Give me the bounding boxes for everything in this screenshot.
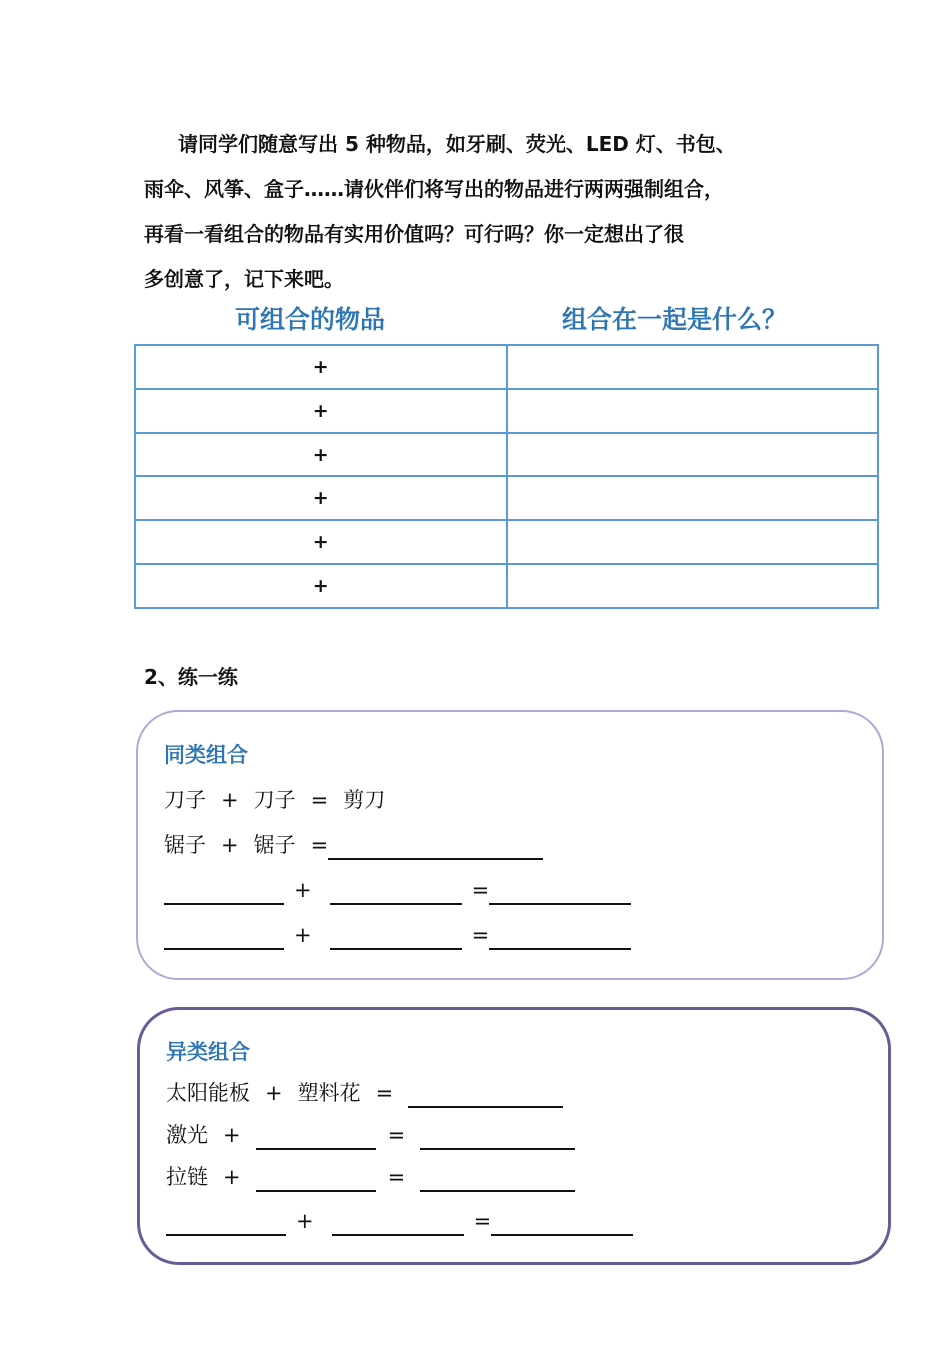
item-b-blank[interactable]	[330, 926, 462, 950]
items-cell[interactable]: +	[135, 389, 507, 433]
blank-row	[164, 875, 631, 905]
plus-sign: +	[294, 923, 312, 947]
item-b-blank[interactable]	[256, 1126, 376, 1150]
plus-sign: +	[223, 1165, 241, 1189]
item-a: 拉链	[166, 1165, 208, 1189]
instruction-line-4: 多创意了，记下来吧。	[144, 267, 344, 291]
table-row	[135, 564, 878, 608]
items-cell[interactable]: +	[135, 564, 507, 608]
result-cell[interactable]	[507, 345, 879, 389]
plus-sign: +	[294, 878, 312, 902]
header-combination-result: 组合在一起是什么？	[562, 305, 788, 334]
answer-blank[interactable]	[420, 1126, 575, 1150]
equals-sign: =	[310, 788, 329, 812]
answer-blank[interactable]	[489, 926, 631, 950]
example-item-b: 刀子	[253, 788, 296, 812]
items-cell[interactable]: +	[135, 433, 507, 477]
blank-row	[164, 920, 631, 950]
table-row	[135, 520, 878, 564]
practice-section-title: 2、练一练	[144, 665, 238, 689]
table-row	[135, 345, 878, 389]
item-b-blank[interactable]	[332, 1212, 464, 1236]
item-a: 太阳能板	[166, 1081, 250, 1105]
equals-sign: =	[471, 878, 490, 902]
instruction-line-1: 请同学们随意写出 5 种物品，如牙刷、荧光、LED 灯、书包、	[178, 132, 736, 156]
instruction-line-2: 雨伞、风筝、盒子……请伙伴们将写出的物品进行两两强制组合，	[144, 177, 724, 201]
same-kind-title: 同类组合	[164, 743, 248, 767]
table-row	[135, 476, 878, 520]
answer-blank[interactable]	[328, 836, 543, 860]
equals-sign: =	[310, 833, 329, 857]
plus-sign: +	[223, 1123, 241, 1147]
answer-blank[interactable]	[408, 1084, 563, 1108]
plus-sign: +	[221, 833, 239, 857]
diff-kind-title: 异类组合	[166, 1040, 250, 1064]
item-a-blank[interactable]	[164, 926, 284, 950]
result-cell[interactable]	[507, 389, 879, 433]
equals-sign: =	[375, 1081, 394, 1105]
answer-blank[interactable]	[491, 1212, 633, 1236]
plus-sign: +	[296, 1209, 314, 1233]
item-a-blank[interactable]	[166, 1212, 286, 1236]
diff-kind-box	[137, 1007, 891, 1265]
result-cell[interactable]	[507, 520, 879, 564]
items-cell[interactable]: +	[135, 520, 507, 564]
answer-blank[interactable]	[489, 881, 631, 905]
example-item-a: 刀子	[164, 788, 206, 812]
result-cell[interactable]	[507, 564, 879, 608]
saw-item-a: 锯子	[164, 833, 206, 857]
table-row	[135, 433, 878, 477]
saw-item-b: 锯子	[253, 833, 296, 857]
answer-blank[interactable]	[420, 1168, 575, 1192]
items-cell[interactable]: +	[135, 345, 507, 389]
blank-row	[166, 1206, 633, 1236]
instruction-paragraph	[144, 122, 824, 302]
combination-table	[134, 344, 879, 609]
instruction-line-3: 再看一看组合的物品有实用价值吗？可行吗？你一定想出了很	[144, 222, 684, 246]
diff-row-1	[166, 1078, 563, 1108]
diff-row-3	[166, 1162, 575, 1192]
equals-sign: =	[387, 1123, 406, 1147]
diff-row-2	[166, 1120, 575, 1150]
item-a: 激光	[166, 1123, 208, 1147]
item-b-blank[interactable]	[256, 1168, 376, 1192]
result-cell[interactable]	[507, 433, 879, 477]
items-cell[interactable]: +	[135, 476, 507, 520]
saw-row	[164, 830, 543, 860]
example-row	[164, 785, 385, 815]
item-b: 塑料花	[297, 1081, 361, 1105]
item-a-blank[interactable]	[164, 881, 284, 905]
plus-sign: +	[221, 788, 239, 812]
equals-sign: =	[473, 1209, 492, 1233]
example-result: 剪刀	[343, 788, 386, 812]
item-b-blank[interactable]	[330, 881, 462, 905]
equals-sign: =	[471, 923, 490, 947]
table-row	[135, 389, 878, 433]
equals-sign: =	[387, 1165, 406, 1189]
same-kind-box	[136, 710, 884, 980]
plus-sign: +	[265, 1081, 283, 1105]
result-cell[interactable]	[507, 476, 879, 520]
header-combinable-items: 可组合的物品	[235, 305, 386, 334]
